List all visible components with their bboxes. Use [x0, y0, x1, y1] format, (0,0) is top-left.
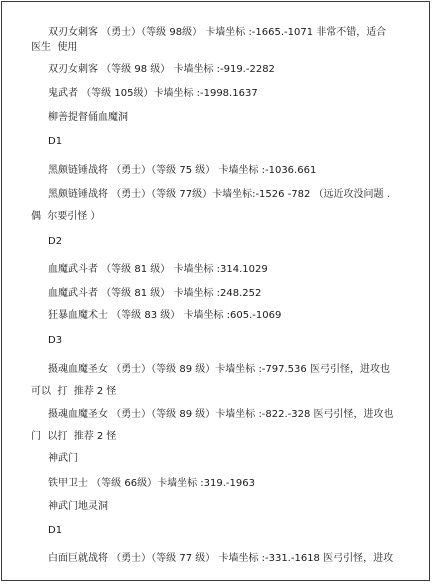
text-line-1: 双刃女刺客 （勇士）（等级 98级） 卡墙坐标 :-1665.-1071 非常不错，适合	[48, 27, 387, 38]
text-line-23: 白面巨就战将 （勇士）（等级 77 级） 卡墙坐标 :-331.-1618 医弓引怪，进攻	[48, 553, 394, 564]
text-line-2: 医生 使用	[31, 42, 78, 53]
text-line-8: 黑颇链锤战将 （勇士）（等级 77级）卡墙坐标:-1526 -782 （远近攻没问题 .	[48, 189, 390, 200]
level-label: D3	[48, 335, 63, 346]
document-page	[1, 1, 430, 581]
text-line-18: 门 以打 推荐 2 怪	[31, 431, 117, 442]
level-label: D2	[48, 236, 63, 247]
text-line-11: 血魔武斗者 （等级 81 级） 卡墙坐标 :314.1029	[48, 264, 268, 275]
text-line-16: 可以 打 推荐 2 怪	[31, 386, 117, 397]
text-line-3: 双刃女刺客 （等级 98 级） 卡墙坐标 :-919.-2282	[48, 64, 275, 75]
text-line-4: 鬼武者 （等级 105级）卡墙坐标 :-1998.1637	[48, 88, 258, 99]
level-label: D1	[48, 525, 63, 536]
section-heading: 神武门	[48, 453, 78, 464]
text-line-20: 铁甲卫士 （等级 66级）卡墙坐标 :319.-1963	[48, 478, 255, 489]
text-line-9: 偶 尔要引怪 ）	[31, 211, 101, 222]
text-line-13: 狂暴血魔术士 （等级 83 级） 卡墙坐标 :605.-1069	[48, 310, 282, 321]
section-heading: 神武门地灵洞	[48, 501, 108, 512]
section-heading: 柳善提督俑血魔洞	[48, 112, 128, 123]
text-line-15: 摄魂血魔圣女 （勇士）（等级 89 级）卡墙坐标 :-797.536 医弓引怪，进攻也	[48, 364, 390, 375]
text-line-7: 黑颇链锤战将 （勇士）（等级 75 级） 卡墙坐标 :-1036.661	[48, 165, 317, 176]
text-line-17: 摄魂血魔圣女 （勇士）（等级 89 级）卡墙坐标 :-822.-328 医弓引怪，进攻也	[48, 409, 394, 420]
text-line-12: 血魔武斗者 （等级 81 级） 卡墙坐标 :248.252	[48, 288, 262, 299]
level-label: D1	[48, 136, 63, 147]
